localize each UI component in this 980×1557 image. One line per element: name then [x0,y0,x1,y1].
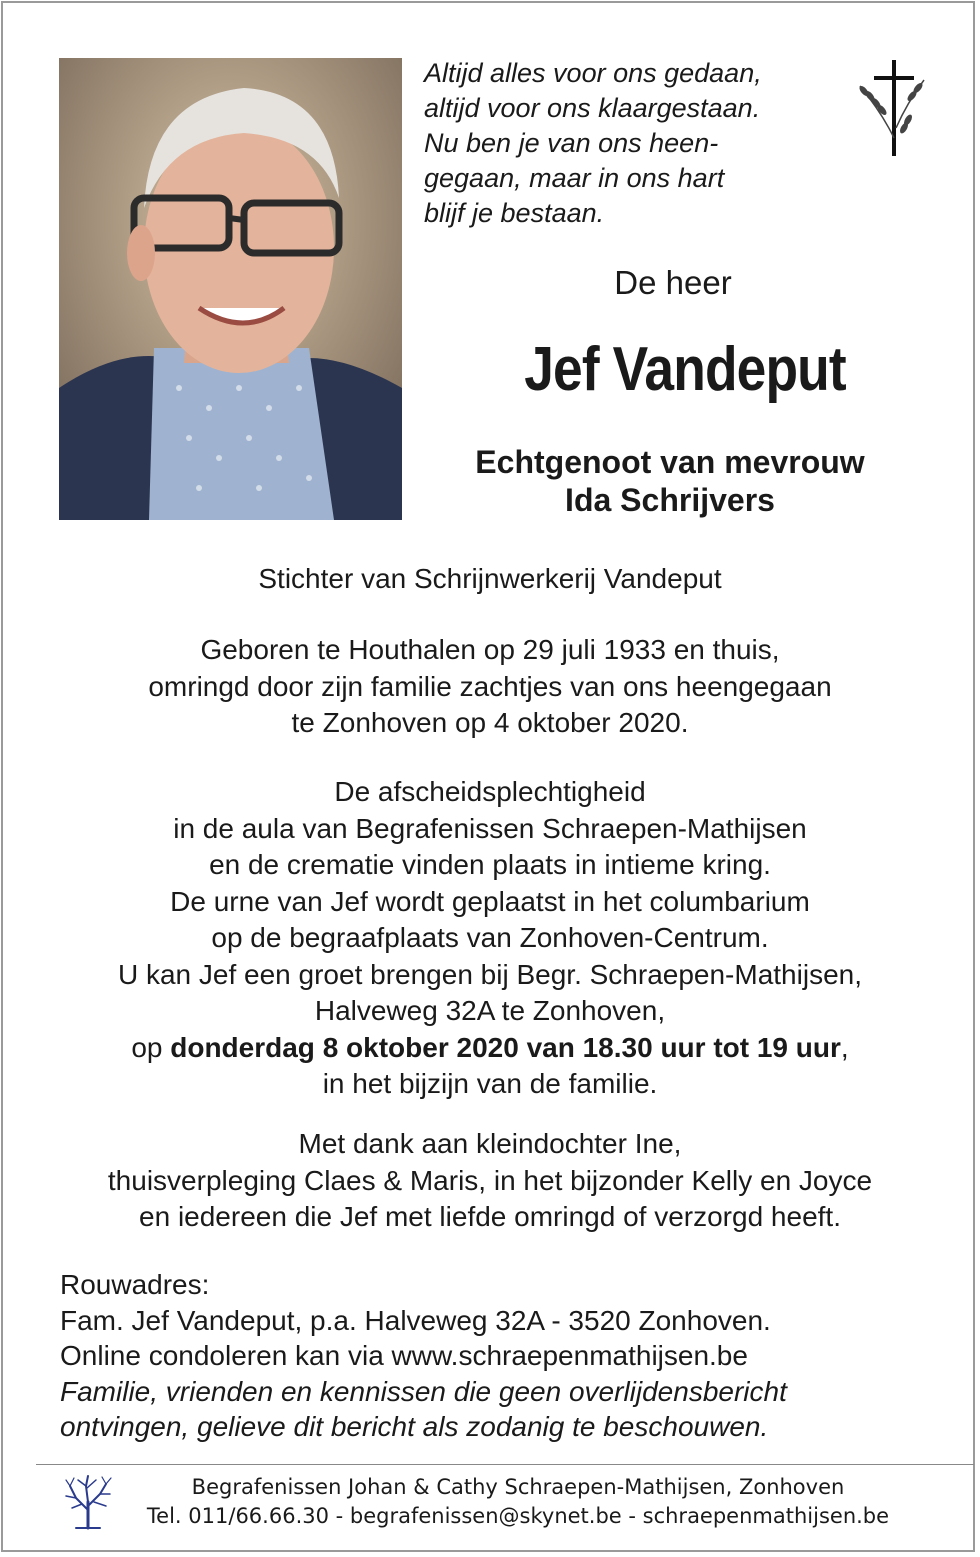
address-block [60,1267,940,1445]
poem-line: blijf je bestaan. [424,198,605,228]
footer [118,1473,918,1531]
footer-company: Begrafenissen Johan & Cathy Schraepen-Mathijsen, Zonhoven [191,1475,845,1499]
text-line: en de crematie vinden plaats in intieme kring. [209,849,771,880]
visit-prefix: op [131,1031,171,1063]
text-line: thuisverpleging Claes & Maris, in het bijzonder Kelly en Joyce [107,1164,873,1196]
spouse-line: Echtgenoot van mevrouw [475,444,865,480]
spouse-line: Ida Schrijvers [565,482,775,518]
text-line: op de begraafplaats van Zonhoven-Centrum. [211,922,769,953]
text-line: omringd door zijn familie zachtjes van ons heengegaan [148,670,832,702]
deceased-name: Jef Vandeput [524,335,846,404]
visit-datetime: donderdag 8 oktober 2020 van 18.30 uur tot 19 uur [170,1031,841,1063]
address-line: Fam. Jef Vandeput, p.a. Halveweg 32A - 3520 Zonhoven. [60,1304,771,1336]
text-line: Met dank aan kleindochter Ine, [298,1128,682,1159]
poem-line: Altijd alles voor ons gedaan, [424,58,762,88]
text-line: U kan Jef een groet brengen bij Begr. Schraepen-Mathijsen, [117,958,862,990]
address-label: Rouwadres: [60,1269,210,1300]
birth-death-text [40,632,940,742]
poem-line: altijd voor ons klaargestaan. [424,93,761,123]
poem [424,56,844,231]
note-line: Familie, vrienden en kennissen die geen overlijdensbericht [60,1375,787,1407]
portrait-photo [59,58,402,520]
text-line: in de aula van Begrafenissen Schraepen-Mathijsen [173,812,807,844]
text-line: De afscheidsplechtigheid [334,776,646,807]
spouse-text [440,443,900,519]
poem-line: gegaan, maar in ons hart [424,163,725,193]
text-line: en iedereen die Jef met liefde omringd of verzorgd heeft. [139,1201,841,1232]
note-line: ontvingen, gelieve dit bericht als zodanig te beschouwen. [60,1411,769,1442]
visit-line [40,1030,940,1067]
tree-logo-icon [62,1472,114,1530]
online-condolence: Online condoleren kan via www.schraepenmathijsen.be [60,1340,748,1371]
cross-with-wheat-icon [852,58,932,158]
text-line: te Zonhoven op 4 oktober 2020. [291,707,689,738]
footer-divider [36,1464,974,1465]
founder-text: Stichter van Schrijnwerkerij Vandeput [258,563,722,594]
poem-line: Nu ben je van ons heen- [424,128,719,158]
text-line: Geboren te Houthalen op 29 juli 1933 en thuis, [200,634,780,665]
visit-suffix: , [840,1031,849,1063]
text-line: De urne van Jef wordt geplaatst in het columbarium [170,885,810,917]
ceremony-text [40,774,940,1103]
text-line: in het bijzijn van de familie. [322,1068,658,1099]
footer-contact: Tel. 011/66.66.30 - begrafenissen@skynet.be - schraepenmathijsen.be [146,1504,890,1528]
text-line: Halveweg 32A te Zonhoven, [314,995,666,1026]
thanks-text [40,1126,940,1236]
honorific: De heer [614,264,732,301]
